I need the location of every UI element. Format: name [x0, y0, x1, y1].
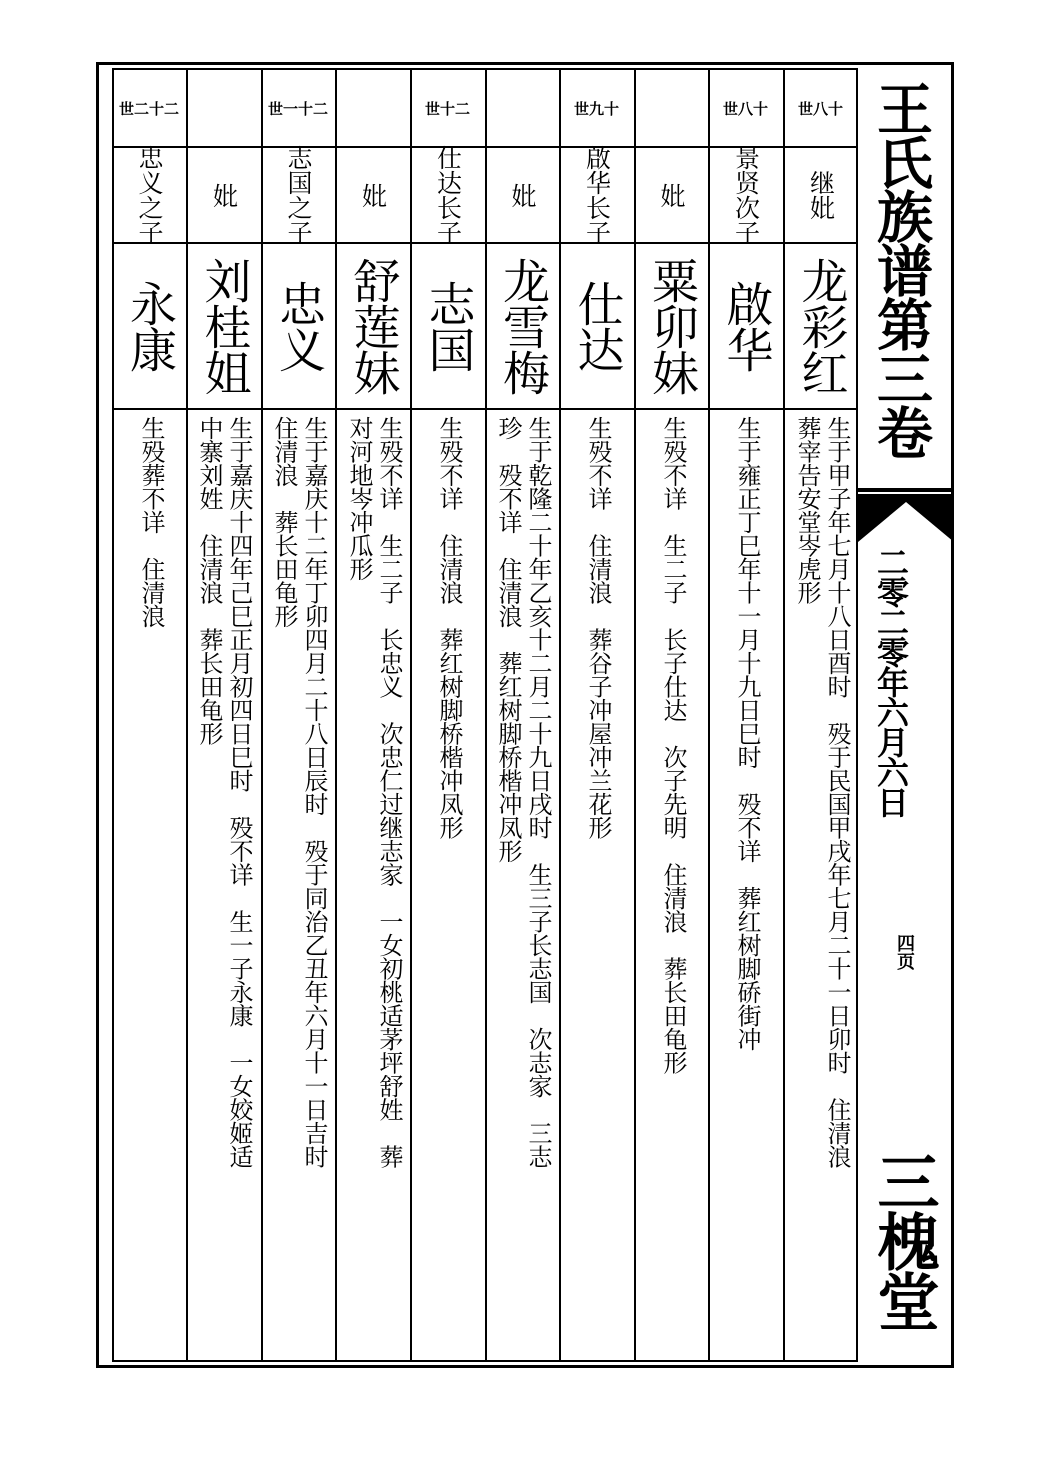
generation-label: 世十二: [424, 99, 470, 118]
relation-label: 景贤次子: [731, 145, 761, 245]
relation-label: 忠义之子: [135, 145, 164, 245]
biography-text: 生于雍正丁巳年十一月十九日巳时 殁不详 葬红树脚硚街冲: [733, 416, 761, 1051]
compile-date: 二零二零年六月六日: [872, 546, 910, 816]
generation-label: 世八十: [722, 99, 768, 118]
row-divider: [112, 408, 858, 410]
person-name: 龙彩红: [793, 257, 849, 395]
person-name: 刘桂姐: [196, 257, 252, 395]
generation-label: 世一十二: [267, 99, 328, 118]
biography-text: 生殁不详 生二子 长忠义 次忠仁过继志家 一女初桃适茅坪舒姓 葬 对河地岑冲瓜形: [345, 416, 403, 1168]
biography-text: 生于嘉庆十四年己巳正月初四日巳时 殁不详 生一子永康 一女姣姬适 中寨刘姓 住清浪 葬长田龟形: [195, 416, 253, 1168]
relation-label: 妣: [358, 182, 388, 208]
generation-label: 世八十: [797, 99, 843, 118]
relation-label: 妣: [209, 182, 239, 208]
generation-label: 世二十二: [118, 99, 179, 118]
generation-label: 世九十: [573, 99, 619, 118]
biography-text: 生殁葬不详 住清浪: [137, 416, 165, 628]
person-name: 仕达: [569, 280, 625, 372]
biography-text: 生于甲子年七月十八日酉时 殁于民国甲戌年七月二十一日卯时 住清浪 葬宰告安堂岑虎形: [793, 416, 851, 1168]
biography-text: 生殁不详 住清浪 葬红树脚桥楷冲凤形: [435, 416, 463, 839]
person-name: 龙雪梅: [495, 257, 550, 395]
hall-name: 三槐堂: [867, 1150, 940, 1330]
generation-label: [634, 70, 708, 146]
page-number: 四页: [894, 934, 915, 970]
relation-label: 志国之子: [284, 145, 313, 245]
person-name: 舒莲妹: [345, 257, 401, 395]
relation-label: 啟华长子: [582, 145, 612, 245]
biography-text: 生于嘉庆十二年丁卯四月二十八日辰时 殁于同治乙丑年六月十一日吉时 住清浪 葬长田龟形: [270, 416, 328, 1168]
relation-label: 继妣: [806, 170, 836, 220]
relation-label: 妣: [657, 182, 686, 208]
person-name: 志国: [420, 280, 476, 372]
biography-text: 生于乾隆二十年乙亥十二月二十九日戌时 生三子长志国 次志家 三志 珍 殁不详 住清浪 葬红树脚桥楷冲凤形: [494, 416, 552, 1168]
fishtail-ornament: [858, 494, 954, 544]
person-name: 粟卯妹: [644, 257, 699, 395]
person-name: 啟华: [718, 280, 774, 372]
person-name: 永康: [122, 280, 177, 372]
person-name: 忠义: [271, 280, 326, 372]
title-band-top: [858, 488, 954, 492]
relation-label: 仕达长子: [433, 145, 463, 245]
biography-text: 生殁不详 住清浪 葬谷子冲屋冲兰花形: [584, 416, 612, 839]
biography-text: 生殁不详 生二子 长子仕达 次子先明 住清浪 葬长田龟形: [659, 416, 687, 1074]
generation-label: [485, 70, 559, 146]
generation-label: [335, 70, 410, 146]
relation-label: 妣: [508, 182, 537, 208]
book-title: 王氏族谱第三卷: [868, 80, 934, 458]
generation-label: [186, 70, 261, 146]
